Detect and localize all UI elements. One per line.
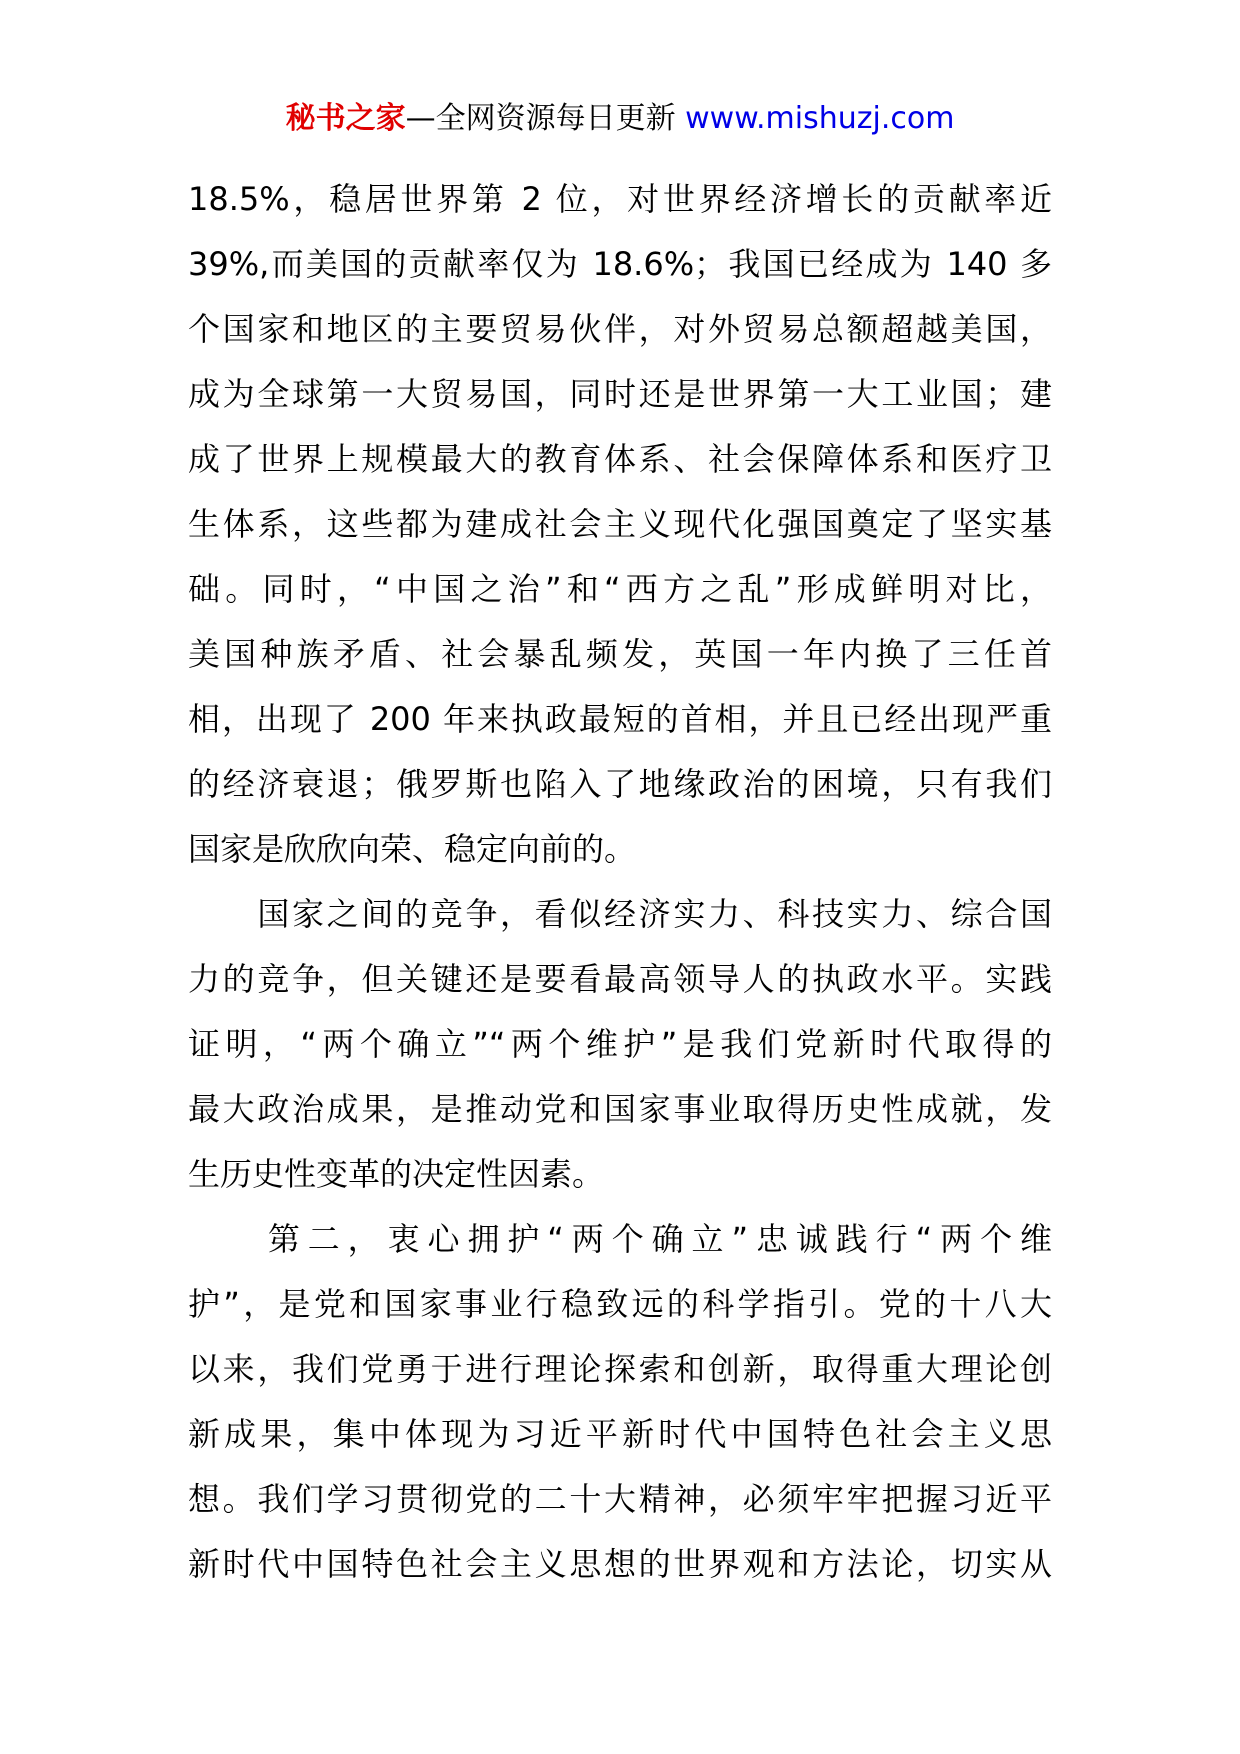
text-line: 相，出现了 200 年来执政最短的首相，并且已经出现严重 [188, 700, 1052, 738]
text-line: 以来，我们党勇于进行理论探索和创新，取得重大理论创 [188, 1350, 1052, 1388]
text-line: 39%,而美国的贡献率仅为 18.6%；我国已经成为 140 多 [188, 245, 1052, 283]
text-line: 力的竞争，但关键还是要看最高领导人的执政水平。实践 [188, 960, 1052, 998]
header-url-link[interactable]: www.mishuzj.com [685, 101, 955, 136]
text-line-paragraph-start: 国家之间的竞争，看似经济实力、科技实力、综合国 [188, 895, 1052, 933]
text-line: 证明，“两个确立”“两个维护”是我们党新时代取得的 [188, 1025, 1052, 1063]
text-line-paragraph-end: 生历史性变革的决定性因素。 [188, 1155, 605, 1193]
text-line: 的经济衰退；俄罗斯也陷入了地缘政治的困境，只有我们 [188, 765, 1052, 803]
text-line: 新成果，集中体现为习近平新时代中国特色社会主义思 [188, 1415, 1052, 1453]
text-line: 护”，是党和国家事业行稳致远的科学指引。党的十八大 [188, 1285, 1052, 1323]
text-line: 最大政治成果，是推动党和国家事业取得历史性成就，发 [188, 1090, 1052, 1128]
text-line: 美国种族矛盾、社会暴乱频发，英国一年内换了三任首 [188, 635, 1052, 673]
text-line-paragraph-start: 第二，衷心拥护“两个确立”忠诚践行“两个维 [188, 1220, 1052, 1258]
header-tagline: —全网资源每日更新 [405, 101, 686, 136]
text-line: 成了世界上规模最大的教育体系、社会保障体系和医疗卫 [188, 440, 1052, 478]
text-line: 成为全球第一大贸易国，同时还是世界第一大工业国；建 [188, 375, 1052, 413]
text-line: 生体系，这些都为建成社会主义现代化强国奠定了坚实基 [188, 505, 1052, 543]
text-line: 想。我们学习贯彻党的二十大精神，必须牢牢把握习近平 [188, 1480, 1052, 1518]
text-line-paragraph-end: 国家是欣欣向荣、稳定向前的。 [188, 830, 637, 868]
header-brand: 秘书之家 [285, 101, 406, 136]
text-line: 18.5%，稳居世界第 2 位，对世界经济增长的贡献率近 [188, 180, 1052, 218]
text-line: 个国家和地区的主要贸易伙伴，对外贸易总额超越美国， [188, 310, 1052, 348]
page-header [0, 99, 1240, 139]
text-line: 新时代中国特色社会主义思想的世界观和方法论，切实从 [188, 1545, 1052, 1583]
text-line: 础。同时，“中国之治”和“西方之乱”形成鲜明对比， [188, 570, 1052, 608]
document-body [188, 167, 1052, 1597]
